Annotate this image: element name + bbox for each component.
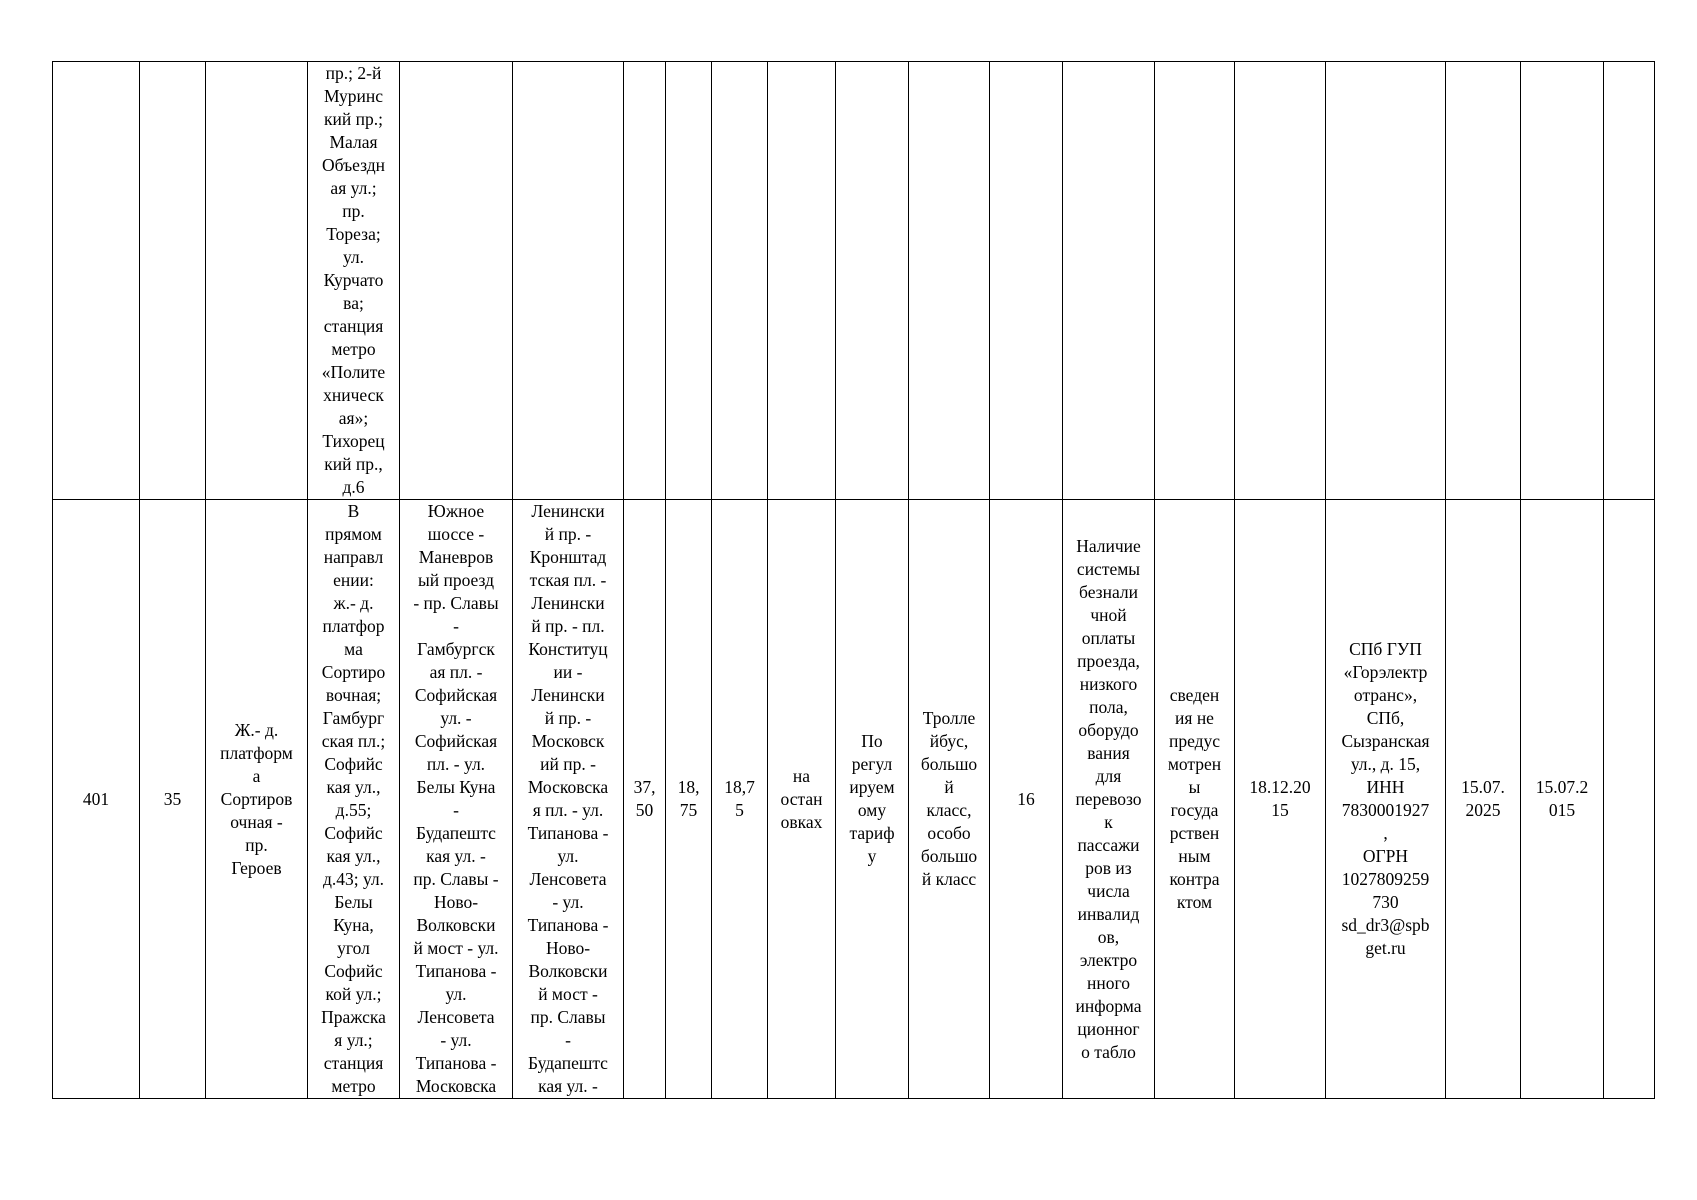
cell-length-reverse: 18,7 5	[712, 500, 768, 1099]
cell-route-name: Ж.- д. платформ а Сортиров очная - пр. Героев	[206, 500, 308, 1099]
cell-contract-empty	[1155, 62, 1235, 500]
cell-streets-reverse-empty	[513, 62, 624, 500]
cell-date-2: 15.07.2 015	[1521, 500, 1604, 1099]
cell-route-number: 35	[140, 500, 206, 1099]
cell-route-number-empty	[140, 62, 206, 500]
table-row-continued	[53, 62, 1655, 500]
cell-stops-continuation: пр.; 2-й Муринс кий пр.; Малая Объездн ая ул.; пр. Тореза; ул. Курчато ва; станция метро «Полите хническ ая»; Тихорец кий пр., д.6	[308, 62, 400, 500]
cell-boarding-empty	[768, 62, 836, 500]
cell-carrier: СПб ГУП «Горэлектр отранс», СПб, Сызранская ул., д. 15, ИНН 7830001927 , ОГРН 1027809259 730 sd_dr3@spb get.ru	[1326, 500, 1446, 1099]
cell-streets-forward-empty	[400, 62, 513, 500]
cell-date-2-empty	[1521, 62, 1604, 500]
cell-length-forward: 18, 75	[666, 500, 712, 1099]
cell-vehicle-count-empty	[990, 62, 1063, 500]
cell-length-total-empty	[624, 62, 666, 500]
cell-length-reverse-empty	[712, 62, 768, 500]
cell-extra-empty	[1604, 62, 1655, 500]
cell-route-name-empty	[206, 62, 308, 500]
cell-start-date-empty	[1235, 62, 1326, 500]
cell-features-empty	[1063, 62, 1155, 500]
cell-contract-info: сведен ия не предус мотрен ы госуда рствен ным контра ктом	[1155, 500, 1235, 1099]
cell-vehicle-empty	[909, 62, 990, 500]
cell-date-1: 15.07. 2025	[1446, 500, 1521, 1099]
cell-carrier-empty	[1326, 62, 1446, 500]
cell-length-total: 37, 50	[624, 500, 666, 1099]
cell-boarding-procedure: на остан овках	[768, 500, 836, 1099]
table-row-route-401	[53, 500, 1655, 1099]
cell-reg-number-empty	[53, 62, 140, 500]
cell-vehicle-count: 16	[990, 500, 1063, 1099]
cell-date-1-empty	[1446, 62, 1521, 500]
cell-streets-reverse: Ленински й пр. - Кронштад тская пл. - Ленински й пр. - пл. Конституц ии - Ленински й пр. - Московск ий пр. - Московска я пл. - ул. Типанова - ул. Ленсовета - ул. Типанова - Ново- Волковски й мост - пр. Славы - Будапештс кая ул. -	[513, 500, 624, 1099]
cell-tariff: По регул ируем ому тариф у	[836, 500, 909, 1099]
cell-length-forward-empty	[666, 62, 712, 500]
cell-streets-forward: Южное шоссе - Маневров ый проезд - пр. Славы - Гамбургск ая пл. - Софийская ул. - Софийская пл. - ул. Белы Куна - Будапештс кая ул. - пр. Славы - Ново- Волковски й мост - ул. Типанова - ул. Ленсовета - ул. Типанова - Московска	[400, 500, 513, 1099]
cell-vehicle: Тролле йбус, большо й класс, особо большо й класс	[909, 500, 990, 1099]
cell-extra	[1604, 500, 1655, 1099]
route-register-table	[52, 61, 1655, 1099]
cell-tariff-empty	[836, 62, 909, 500]
cell-reg-number: 401	[53, 500, 140, 1099]
cell-start-date: 18.12.20 15	[1235, 500, 1326, 1099]
cell-stops: В прямом направл ении: ж.- д. платфор ма Сортиро вочная; Гамбург ская пл.; Софийс кая ул., д.55; Софийс кая ул., д.43; ул. Белы Куна, угол Софийс кой ул.; Пражска я ул.; станция метро	[308, 500, 400, 1099]
cell-features: Наличие системы безнали чной оплаты проезда, низкого пола, оборудо вания для перевозо к пассажи ров из числа инвалид ов, электро нного информа ционног о табло	[1063, 500, 1155, 1099]
